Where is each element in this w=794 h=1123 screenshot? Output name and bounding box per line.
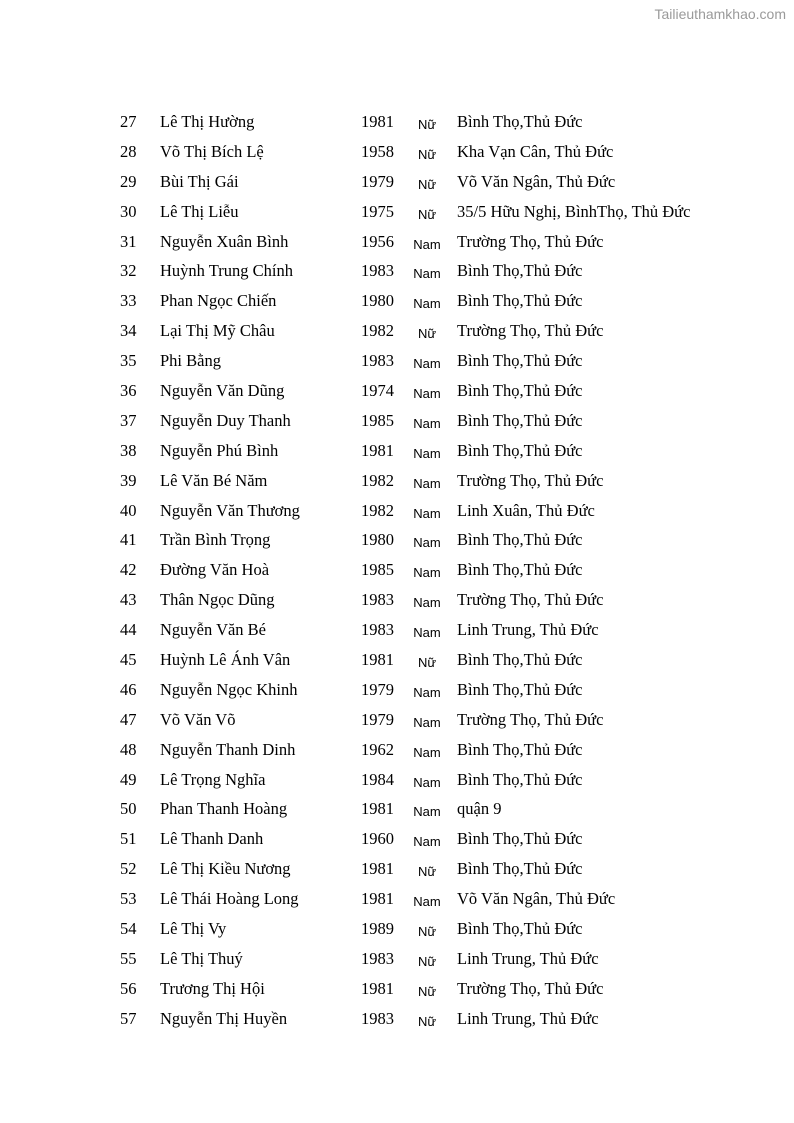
row-number: 54 [120, 919, 137, 939]
roster-row [0, 501, 794, 531]
row-number: 55 [120, 948, 137, 968]
gender: Nam [413, 804, 441, 820]
address: Trường Thọ, Thủ Đức [457, 470, 604, 490]
address: Linh Xuân, Thủ Đức [457, 500, 595, 520]
person-name: Nguyễn Văn Dũng [160, 381, 285, 401]
gender: Nam [413, 535, 441, 551]
person-name: Lê Thị Hường [160, 112, 255, 131]
roster-row [0, 530, 794, 560]
row-number: 32 [120, 261, 137, 281]
roster-row [0, 859, 794, 889]
roster-row [0, 889, 794, 919]
row-number: 33 [120, 291, 137, 311]
birth-year: 1984 [361, 769, 394, 789]
roster-row [0, 351, 794, 381]
roster-row [0, 232, 794, 262]
row-number: 35 [120, 351, 137, 371]
gender: Nữ [417, 117, 437, 132]
row-number: 41 [120, 530, 137, 550]
roster-row [0, 381, 794, 411]
gender: Nam [413, 386, 441, 402]
person-name: Lê Thị Liễu [160, 201, 239, 221]
address: Bình Thọ,Thủ Đức [457, 739, 583, 759]
gender: Nữ [417, 326, 437, 342]
person-name: Lê Thị Kiều Nương [160, 859, 291, 879]
roster-row [0, 650, 794, 680]
address: Trường Thọ, Thủ Đức [457, 590, 604, 610]
birth-year: 1981 [361, 440, 394, 460]
roster-row [0, 799, 794, 829]
gender: Nữ [417, 983, 437, 999]
birth-year: 1979 [361, 171, 394, 191]
person-name: Nguyễn Ngọc Khinh [160, 679, 298, 699]
gender: Nam [413, 625, 441, 641]
birth-year: 1985 [361, 560, 394, 580]
row-number: 42 [120, 560, 137, 580]
address: Trường Thọ, Thủ Đức [457, 709, 604, 729]
person-name: Thân Ngọc Dũng [160, 590, 275, 610]
roster-row [0, 441, 794, 471]
birth-year: 1979 [361, 709, 394, 729]
row-number: 31 [120, 231, 137, 251]
gender: Nam [413, 565, 441, 581]
gender: Nam [413, 714, 441, 730]
roster-row [0, 202, 794, 232]
roster-row [0, 829, 794, 859]
gender: Nam [413, 296, 441, 312]
person-name: Nguyễn Văn Bé [160, 620, 267, 640]
row-number: 29 [120, 171, 137, 191]
person-name: Lê Thị Vy [160, 919, 227, 939]
address: Bình Thọ,Thủ Đức [457, 560, 583, 580]
address: Trường Thọ, Thủ Đức [457, 231, 604, 251]
birth-year: 1962 [361, 739, 394, 759]
gender: Nam [413, 236, 441, 252]
roster-row [0, 411, 794, 441]
person-name: Nguyễn Xuân Bình [160, 231, 289, 251]
row-number: 50 [120, 799, 137, 819]
row-number: 44 [120, 620, 137, 640]
address: Bình Thọ,Thủ Đức [457, 291, 583, 311]
row-number: 34 [120, 321, 137, 341]
row-number: 47 [120, 709, 137, 729]
birth-year: 1981 [361, 889, 394, 909]
gender: Nam [413, 834, 441, 850]
row-number: 38 [120, 440, 137, 460]
row-number: 48 [120, 739, 137, 759]
row-number: 43 [120, 590, 137, 610]
birth-year: 1985 [361, 410, 394, 430]
person-name: Huỳnh Lê Ánh Vân [160, 650, 291, 670]
address: 35/5 Hữu Nghị, BìnhThọ, Thủ Đức [457, 201, 691, 221]
roster-row [0, 770, 794, 800]
row-number: 57 [120, 1008, 137, 1028]
birth-year: 1980 [361, 291, 394, 311]
address: Bình Thọ,Thủ Đức [457, 351, 583, 371]
address: Bình Thọ,Thủ Đức [457, 919, 583, 939]
row-number: 51 [120, 829, 137, 849]
roster-row [0, 680, 794, 710]
gender: Nữ [417, 176, 437, 192]
birth-year: 1983 [361, 590, 394, 610]
gender: Nam [413, 505, 441, 521]
birth-year: 1981 [361, 799, 394, 819]
birth-year: 1980 [361, 530, 394, 550]
birth-year: 1983 [361, 620, 394, 640]
birth-year: 1982 [361, 500, 394, 520]
person-name: Lê Văn Bé Năm [160, 470, 268, 490]
gender: Nam [413, 894, 441, 910]
birth-year: 1975 [361, 201, 394, 221]
address: Võ Văn Ngân, Thủ Đức [457, 171, 616, 191]
row-number: 27 [120, 112, 137, 131]
row-number: 28 [120, 141, 137, 161]
birth-year: 1989 [361, 919, 394, 939]
birth-year: 1981 [361, 859, 394, 879]
roster-row [0, 979, 794, 1009]
person-name: Lê Trọng Nghĩa [160, 769, 266, 789]
birth-year: 1981 [361, 112, 394, 131]
birth-year: 1956 [361, 231, 394, 251]
birth-year: 1983 [361, 261, 394, 281]
person-name: Đường Văn Hoà [160, 560, 270, 580]
roster-row [0, 291, 794, 321]
row-number: 52 [120, 859, 137, 879]
gender: Nữ [417, 864, 437, 880]
row-number: 56 [120, 978, 137, 998]
gender: Nữ [417, 924, 437, 940]
person-name: Nguyễn Thanh Dinh [160, 739, 296, 759]
gender: Nữ [417, 206, 437, 222]
address: Bình Thọ,Thủ Đức [457, 859, 583, 879]
address: Bình Thọ,Thủ Đức [457, 829, 583, 849]
birth-year: 1974 [361, 381, 394, 401]
birth-year: 1958 [361, 141, 394, 161]
gender: Nam [413, 475, 441, 491]
person-name: Nguyễn Thị Huyền [160, 1008, 288, 1028]
roster-row [0, 919, 794, 949]
person-name: Huỳnh Trung Chính [160, 261, 293, 281]
birth-year: 1983 [361, 1008, 394, 1028]
row-number: 37 [120, 410, 137, 430]
birth-year: 1982 [361, 321, 394, 341]
address: Võ Văn Ngân, Thủ Đức [457, 889, 616, 909]
roster-row [0, 560, 794, 590]
person-name: Lê Thanh Danh [160, 829, 264, 849]
address: Linh Trung, Thủ Đức [457, 1008, 599, 1028]
birth-year: 1981 [361, 978, 394, 998]
roster-row [0, 471, 794, 501]
person-name: Trần Bình Trọng [160, 530, 271, 550]
birth-year: 1981 [361, 650, 394, 670]
address: Bình Thọ,Thủ Đức [457, 679, 583, 699]
birth-year: 1979 [361, 679, 394, 699]
address: Linh Trung, Thủ Đức [457, 620, 599, 640]
birth-year: 1960 [361, 829, 394, 849]
gender: Nam [413, 445, 441, 461]
person-name: Nguyễn Duy Thanh [160, 410, 291, 430]
row-number: 30 [120, 201, 137, 221]
roster-row [0, 620, 794, 650]
roster-row [0, 740, 794, 770]
roster-row [0, 172, 794, 202]
address: Bình Thọ,Thủ Đức [457, 530, 583, 550]
gender: Nữ [417, 953, 437, 969]
address: Bình Thọ,Thủ Đức [457, 650, 583, 670]
gender: Nam [413, 744, 441, 760]
gender: Nữ [417, 146, 437, 162]
address: Bình Thọ,Thủ Đức [457, 410, 583, 430]
row-number: 49 [120, 769, 137, 789]
birth-year: 1983 [361, 351, 394, 371]
roster-row [0, 710, 794, 740]
person-name: Phan Ngọc Chiến [160, 291, 277, 311]
person-name: Lê Thị Thuý [160, 948, 243, 968]
roster-row [0, 590, 794, 620]
gender: Nam [413, 356, 441, 372]
person-name: Phan Thanh Hoàng [160, 799, 288, 819]
birth-year: 1982 [361, 470, 394, 490]
row-number: 53 [120, 889, 137, 909]
row-number: 40 [120, 500, 137, 520]
person-name: Trương Thị Hội [160, 978, 265, 998]
address: Trường Thọ, Thủ Đức [457, 978, 604, 998]
person-name: Nguyễn Văn Thương [160, 500, 300, 520]
row-number: 39 [120, 470, 137, 490]
gender: Nam [413, 595, 441, 611]
roster-row [0, 321, 794, 351]
person-name: Lê Thái Hoàng Long [160, 889, 299, 909]
gender: Nữ [417, 655, 437, 671]
gender: Nam [413, 774, 441, 790]
person-name: Nguyễn Phú Bình [160, 440, 279, 460]
row-number: 46 [120, 679, 137, 699]
address: Bình Thọ,Thủ Đức [457, 440, 583, 460]
address: Linh Trung, Thủ Đức [457, 948, 599, 968]
address: quận 9 [457, 799, 502, 819]
roster-row [0, 949, 794, 979]
address: Trường Thọ, Thủ Đức [457, 321, 604, 341]
birth-year: 1983 [361, 948, 394, 968]
address: Bình Thọ,Thủ Đức [457, 769, 583, 789]
roster-row [0, 142, 794, 172]
gender: Nam [413, 266, 441, 282]
watermark: Tailieuthamkhao.com [654, 6, 786, 22]
row-number: 36 [120, 381, 137, 401]
roster-list [0, 112, 794, 1039]
gender: Nam [413, 415, 441, 431]
person-name: Bùi Thị Gái [160, 171, 239, 191]
address: Bình Thọ,Thủ Đức [457, 381, 583, 401]
gender: Nam [413, 684, 441, 700]
roster-row [0, 1009, 794, 1039]
address: Kha Vạn Cân, Thủ Đức [457, 141, 614, 161]
person-name: Lại Thị Mỹ Châu [160, 321, 275, 341]
address: Bình Thọ,Thủ Đức [457, 261, 583, 281]
row-number: 45 [120, 650, 137, 670]
person-name: Võ Văn Võ [160, 709, 236, 729]
person-name: Võ Thị Bích Lệ [160, 141, 264, 161]
gender: Nữ [417, 1013, 437, 1029]
roster-row [0, 112, 794, 142]
address: Bình Thọ,Thủ Đức [457, 112, 583, 131]
roster-row [0, 261, 794, 291]
person-name: Phi Bằng [160, 351, 221, 371]
